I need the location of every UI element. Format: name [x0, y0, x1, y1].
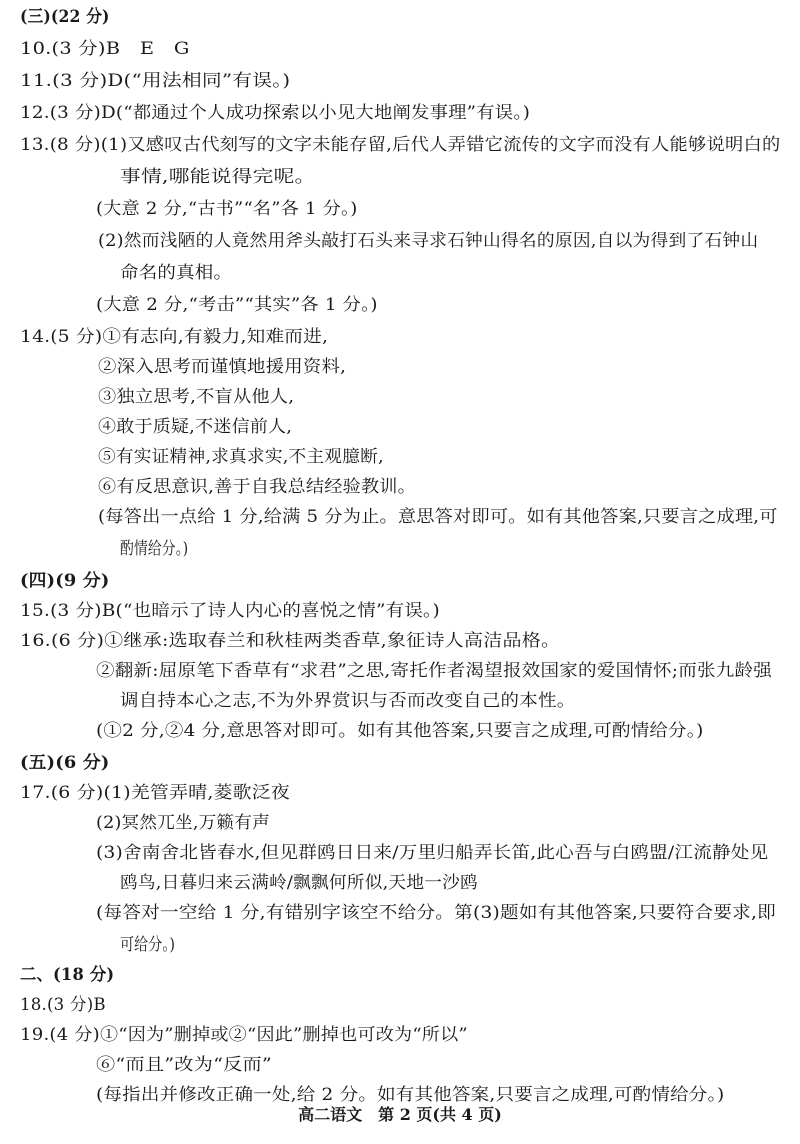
answer-line: 12.(3 分)D(“都通过个人成功探索以小见大地阐发事理”有误。) — [20, 103, 531, 123]
answer-line: ⑥“而且”改为“反而” — [96, 1055, 272, 1075]
answer-line: ⑤有实证精神,求真求实,不主观臆断, — [98, 447, 384, 467]
answer-line: ②深入思考而谨慎地援用资料, — [98, 357, 347, 377]
answer-line: (大意 2 分,“考击”“其实”各 1 分。) — [96, 295, 378, 315]
answer-line: ⑥有反思意识,善于自我总结经验教训。 — [98, 477, 417, 497]
answer-line: (每答出一点给 1 分,给满 5 分为止。意思答对即可。如有其他答案,只要言之成理,可 — [98, 507, 778, 527]
answer-line: (每指出并修改正确一处,给 2 分。如有其他答案,只要言之成理,可酌情给分。) — [96, 1085, 725, 1105]
answer-line: 13.(8 分)(1)又感叹古代刻写的文字未能存留,后代人弄错它流传的文字而没有人能够说明白的 — [20, 135, 781, 155]
answer-line: 调自持本心之志,不为外界赏识与否而改变自己的本性。 — [120, 691, 576, 711]
answer-line: (①2 分,②4 分,意思答对即可。如有其他答案,只要言之成理,可酌情给分。) — [96, 721, 704, 741]
answer-line: 事情,哪能说得完呢。 — [120, 167, 316, 187]
answer-line: 鸥鸟,日暮归来云满岭/飘飘何所似,天地一沙鸥 — [120, 873, 478, 893]
answer-line: 14.(5 分)①有志向,有毅力,知难而进, — [20, 327, 329, 347]
answer-line: 16.(6 分)①继承:选取春兰和秋桂两类香草,象征诗人高洁品格。 — [20, 631, 561, 651]
answer-line: 18.(3 分)B — [20, 995, 106, 1015]
answer-line: (2)然而浅陋的人竟然用斧头敲打石头来寻求石钟山得名的原因,自以为得到了石钟山 — [98, 231, 759, 251]
section-heading: (五)(6 分) — [20, 753, 110, 773]
answer-line: (大意 2 分,“古书”“名”各 1 分。) — [96, 199, 358, 219]
answer-line: 可给分。) — [120, 935, 176, 955]
answer-line: 19.(4 分)①“因为”删掉或②“因此”删掉也可改为“所以” — [20, 1025, 468, 1045]
answer-line: ④敢于质疑,不迷信前人, — [98, 417, 293, 437]
answer-line: 10.(3 分)B E G — [20, 39, 190, 59]
answer-line: 11.(3 分)D(“用法相同”有误。) — [20, 71, 291, 91]
answer-line: 酌情给分。) — [120, 539, 189, 559]
page-footer: 高二语文 第 2 页(共 4 页) — [298, 1105, 502, 1124]
answer-line: 15.(3 分)B(“也暗示了诗人内心的喜悦之情”有误。) — [20, 601, 440, 621]
answer-line: ③独立思考,不盲从他人, — [98, 387, 295, 407]
answer-line: (每答对一空给 1 分,有错别字该空不给分。第(3)题如有其他答案,只要符合要求,即 — [96, 903, 776, 923]
section-heading: (三)(22 分) — [20, 7, 110, 27]
answer-line: 17.(6 分)(1)羌管弄晴,菱歌泛夜 — [20, 783, 291, 803]
answer-line: (2)冥然兀坐,万籁有声 — [96, 813, 270, 833]
section-heading: (四)(9 分) — [20, 571, 110, 591]
section-heading: 二、(18 分) — [20, 965, 115, 985]
answer-line: 命名的真相。 — [120, 263, 233, 283]
answer-line: ②翻新:屈原笔下香草有“求君”之思,寄托作者渴望报效国家的爱国情怀;而张九龄强 — [96, 661, 773, 681]
answer-line: (3)舍南舍北皆春水,但见群鸥日日来/万里归船弄长笛,此心吾与白鸥盟/江流静处见 — [96, 843, 769, 863]
